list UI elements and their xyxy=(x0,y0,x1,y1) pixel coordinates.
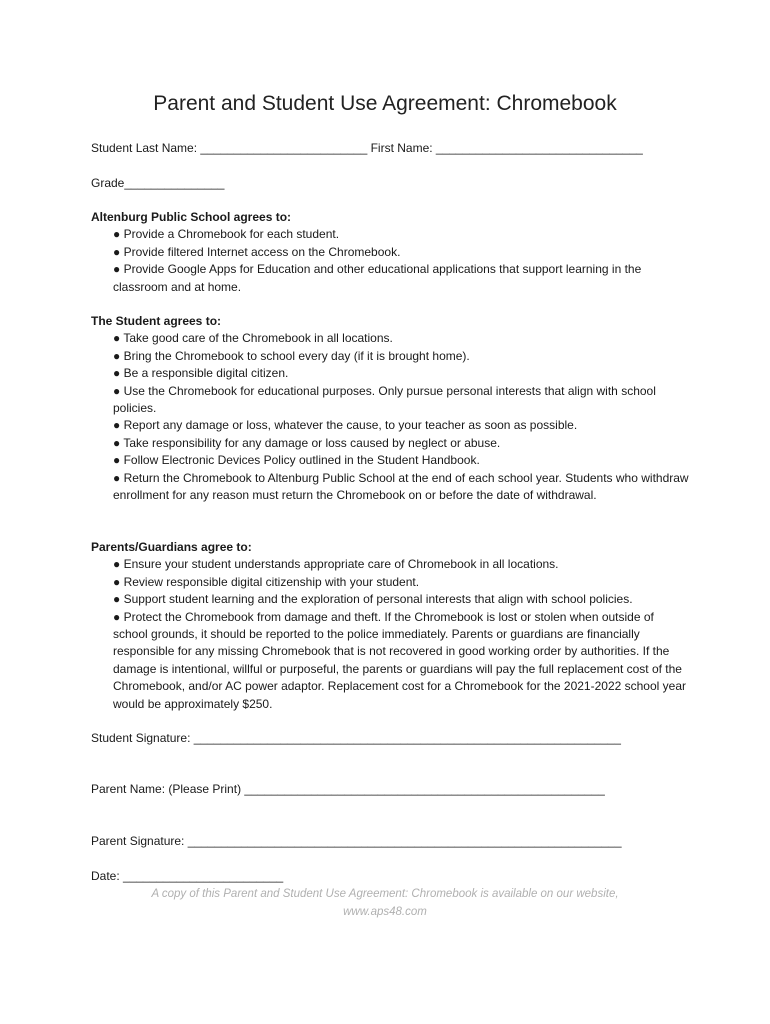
list-item: ● Take good care of the Chromebook in all locations. xyxy=(113,331,393,346)
parents-agree-heading: Parents/Guardians agree to: xyxy=(91,540,252,554)
student-agrees-section xyxy=(91,313,691,504)
list-item: ● Bring the Chromebook to school every day (if it is brought home). xyxy=(113,348,470,363)
list-item: ● Report any damage or loss, whatever the cause, to your teacher as soon as possible. xyxy=(113,418,578,433)
parents-agree-list xyxy=(91,556,691,713)
list-item: ● Provide Google Apps for Education and other educational applications that support learning in the classroom and at home. xyxy=(113,262,642,294)
grade-field[interactable]: Grade_______________ xyxy=(91,176,225,190)
parents-agree-section xyxy=(91,539,691,713)
list-item: ● Provide filtered Internet access on the Chromebook. xyxy=(113,244,401,259)
student-agrees-list xyxy=(91,330,691,504)
school-agrees-heading: Altenburg Public School agrees to: xyxy=(91,210,292,224)
parent-name-field[interactable]: Parent Name: (Please Print) ______________________________________________________ xyxy=(91,782,605,796)
student-agrees-heading: The Student agrees to: xyxy=(91,314,222,328)
list-item: ● Ensure your student understands appropriate care of Chromebook in all locations. xyxy=(113,557,559,572)
website-link[interactable]: www.aps48.com xyxy=(343,905,427,918)
student-name-field[interactable]: Student Last Name: _________________________ First Name: _______________________________ xyxy=(91,141,643,155)
school-agrees-list xyxy=(91,226,691,296)
list-item: ● Support student learning and the exploration of personal interests that align with school policies. xyxy=(113,592,633,607)
school-agrees-section xyxy=(91,209,691,296)
list-item: ● Be a responsible digital citizen. xyxy=(113,366,289,381)
list-item: ● Use the Chromebook for educational purposes. Only pursue personal interests that align with school policies. xyxy=(113,383,656,416)
list-item: ● Return the Chromebook to Altenburg Public School at the end of each school year. Students who withdraw enrollment for any reason must return the Chromebook on or before the date of withdrawal. xyxy=(113,470,689,503)
website-note-line: A copy of this Parent and Student Use Agreement: Chromebook is available on our website, xyxy=(151,888,619,900)
website-note xyxy=(0,886,770,921)
date-field[interactable]: Date: ________________________ xyxy=(91,869,284,883)
list-item: ● Provide a Chromebook for each student. xyxy=(113,227,340,242)
parent-signature-field[interactable]: Parent Signature: _________________________________________________________________ xyxy=(91,834,622,848)
list-item: ● Take responsibility for any damage or loss caused by neglect or abuse. xyxy=(113,435,501,450)
page-title: Parent and Student Use Agreement: Chromebook xyxy=(153,92,617,115)
list-item: ● Follow Electronic Devices Policy outlined in the Student Handbook. xyxy=(113,453,480,468)
list-item: ● Review responsible digital citizenship with your student. xyxy=(113,574,420,589)
student-signature-field[interactable]: Student Signature: ________________________________________________________________ xyxy=(91,731,621,745)
list-item: ● Protect the Chromebook from damage and theft. If the Chromebook is lost or stolen when outside of school grounds, it should be reported to the police immediately. Parents or guardians are financially responsible for any missing Chromebook that is not recovered in good working order by authorities. If the damage is intentional, willful or purposeful, the parents or guardians will pay the full replacement cost of the Chromebook, and/or AC power adaptor. Replacement cost for a Chromebook for the 2021-2022 school year would be approximately $250. xyxy=(113,609,686,711)
